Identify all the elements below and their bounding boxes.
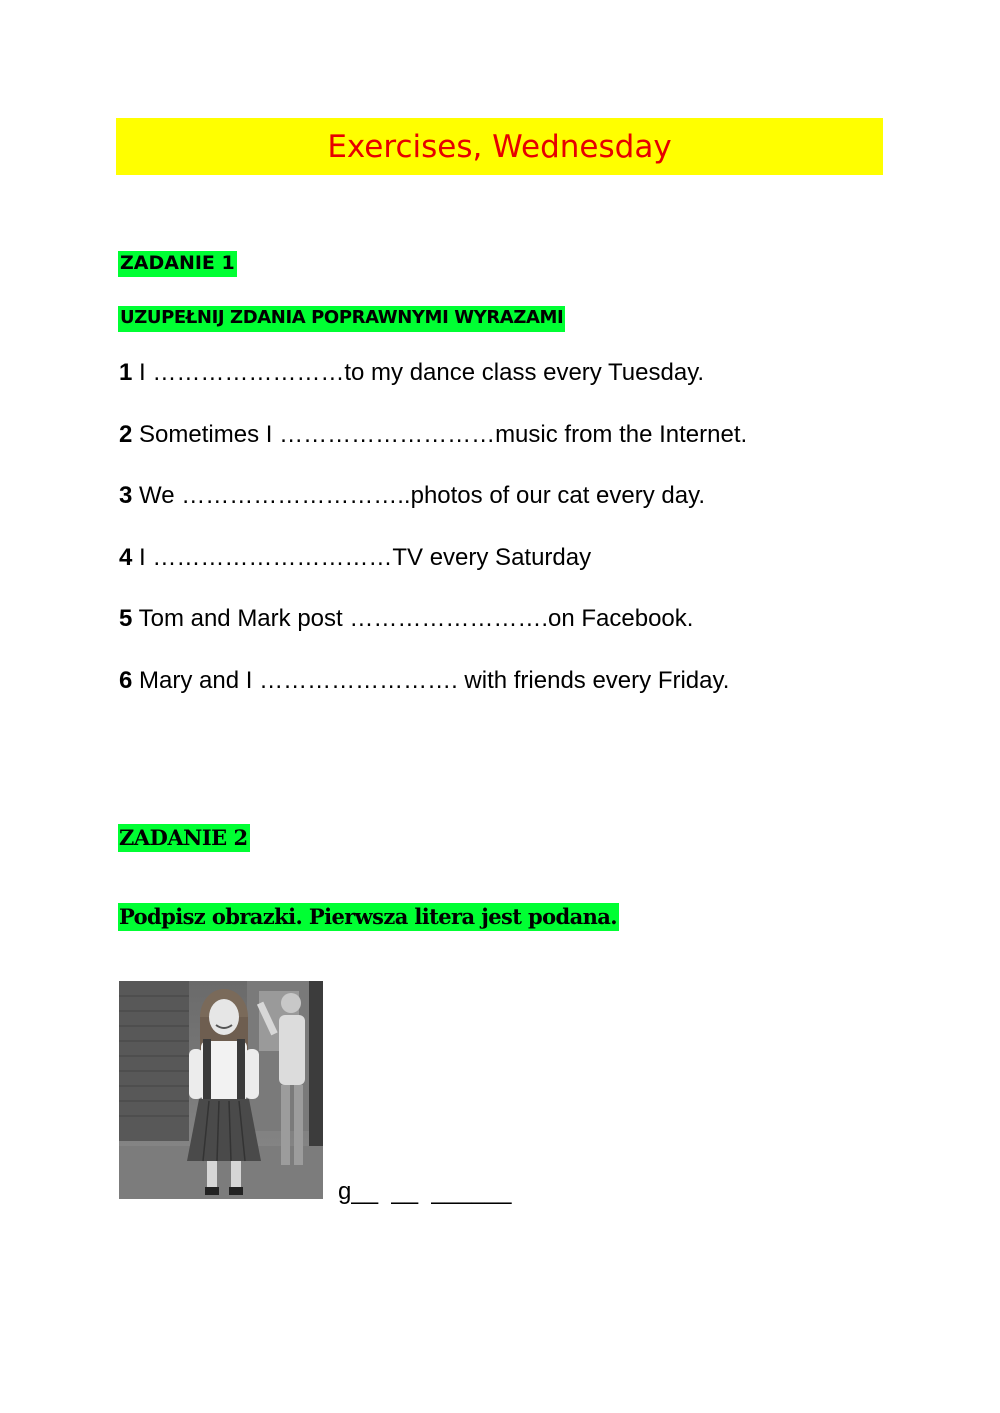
sentence-text: Tom and Mark post …………………….on Facebook. — [132, 605, 694, 632]
sentence-number: 6 — [119, 667, 133, 694]
sentence-text: I …………………………TV every Saturday — [132, 544, 592, 571]
sentence-text: Mary and I ……………………. with friends every Friday. — [132, 667, 730, 694]
sentence-number: 4 — [119, 544, 133, 571]
sentence-6 — [119, 669, 729, 693]
page-title: Exercises, Wednesday — [327, 128, 672, 165]
sentence-text: We ………………………..photos of our cat every day. — [132, 482, 705, 509]
sentence-3 — [119, 484, 705, 508]
sentence-number: 5 — [119, 605, 133, 632]
sentence-number: 2 — [119, 421, 133, 448]
sentence-5 — [119, 607, 693, 631]
title-banner — [116, 118, 883, 175]
sentence-text: Sometimes I ………………………music from the Internet. — [132, 421, 748, 448]
task2-heading: ZADANIE 2 — [119, 825, 248, 850]
sentence-4 — [119, 546, 591, 570]
sentence-1 — [119, 361, 704, 385]
sentence-2 — [119, 423, 747, 447]
answer-blank[interactable]: g__ __ ______ — [338, 1178, 512, 1205]
sentence-number: 1 — [119, 359, 133, 386]
sentence-text: I ……………………to my dance class every Tuesday. — [132, 359, 705, 386]
task2-instruction: Podpisz obrazki. Pierwsza litera jest podana. — [119, 904, 617, 929]
task1-instruction: UZUPEŁNIJ ZDANIA POPRAWNYMI WYRAZAMI — [118, 306, 565, 332]
girl-with-backpack-photo — [119, 981, 323, 1199]
sentence-number: 3 — [119, 482, 133, 509]
task1-heading: ZADANIE 1 — [118, 251, 237, 277]
